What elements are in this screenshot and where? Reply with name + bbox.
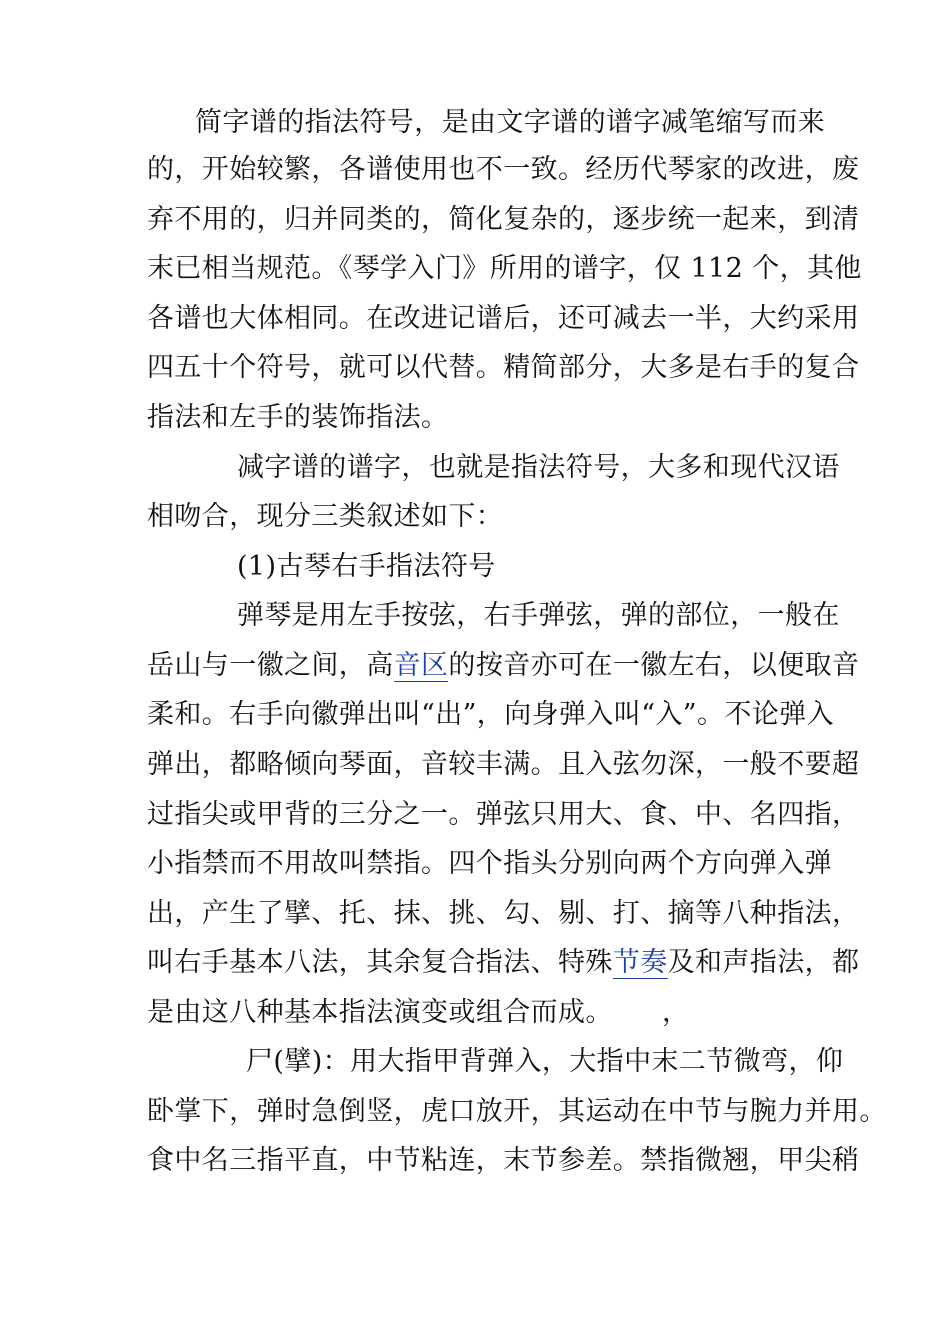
text-line: 食中名三指平直，中节粘连，末节参差。禁指微翘，甲尖稍 [147,1145,860,1176]
jiezou-link[interactable]: 节奏 [612,947,668,978]
text-line: 卧掌下，弹时急倒竖，虎口放开，其运动在中节与腕力并用。 [147,1096,887,1127]
text-line: 的，开始较繁，各谱使用也不一致。经历代琴家的改进，废 [147,154,860,185]
text-line: 小指禁而不用故叫禁指。四个指头分别向两个方向弹入弹 [147,848,832,879]
text-line: 出，产生了擘、托、抹、挑、勾、剔、打、摘等八种指法， [147,898,860,929]
text-line [147,644,859,688]
text-line: 尸(擘)：用大指甲背弹入，大指中末二节微弯，仰 [246,1046,844,1077]
yinqu-link[interactable]: 音区 [393,650,449,681]
text-line: 弃不用的，归并同类的，简化复杂的，逐步统一起来，到清 [147,204,860,235]
text-line: 减字谱的谱字，也就是指法符号，大多和现代汉语 [237,452,840,483]
text-line: 柔和。右手向徽弹出叫“出”，向身弹入叫“入”。不论弹入 [147,699,835,730]
text-segment: 叫右手基本八法，其余复合指法、特殊 [147,947,613,978]
text-line [147,941,859,985]
text-line: 过指尖或甲背的三分之一。弹弦只用大、食、中、名四指， [147,799,860,830]
text-line: 简字谱的指法符号，是由文字谱的谱字减笔缩写而来 [195,107,826,138]
text-line: 是由这八种基本指法演变或组合而成。 [147,997,613,1028]
text-segment: 及和声指法，都 [667,947,860,978]
text-segment: 的按音亦可在一徽左右，以便取音 [448,650,860,681]
section-heading: (1)古琴右手指法符号 [237,551,496,582]
stray-comma: ， [662,997,690,1028]
text-line: 末已相当规范。《琴学入门》所用的谱字，仅 112 个，其他 [147,253,862,284]
text-line: 弹出，都略倾向琴面，音较丰满。且入弦勿深，一般不要超 [147,749,860,780]
text-line: 各谱也大体相同。在改进记谱后，还可减去一半，大约采用 [147,303,860,334]
text-line: 相吻合，现分三类叙述如下： [147,501,504,532]
text-line: 弹琴是用左手按弦，右手弹弦，弹的部位，一般在 [237,600,840,631]
text-line: 指法和左手的装饰指法。 [147,402,449,433]
text-segment: 岳山与一徽之间，高 [147,650,394,681]
text-line: 四五十个符号，就可以代替。精简部分，大多是右手的复合 [147,352,860,383]
